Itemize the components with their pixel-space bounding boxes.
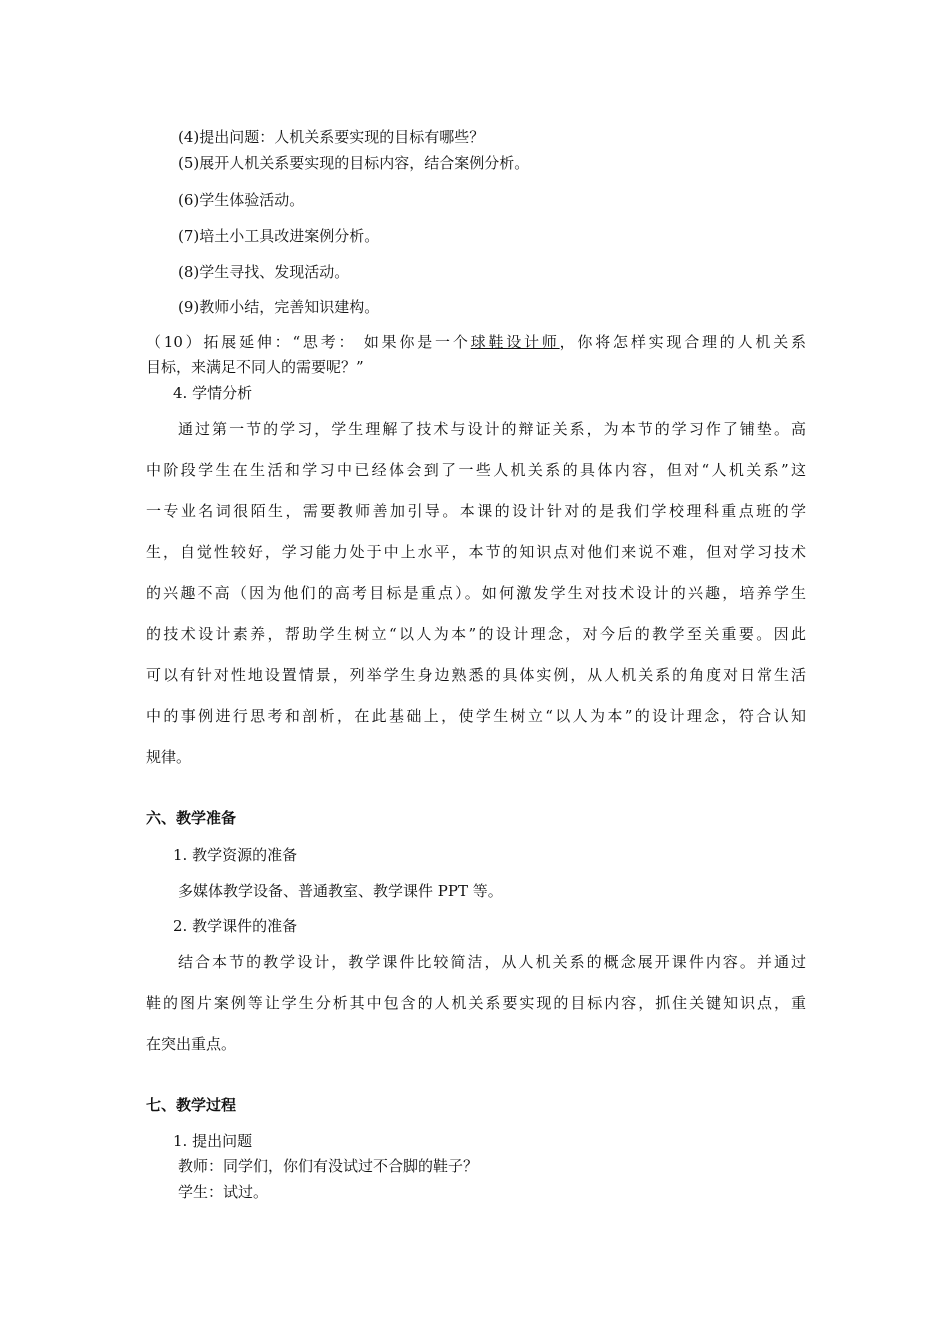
section-6-sub2-line-1: 结合本节的教学设计，教学课件比较简洁，从人机关系的概念展开课件内容。并通过 [178,953,806,971]
learner-analysis-line-8: 中的事例进行思考和剖析，在此基础上，使学生树立“以人为本”的设计理念，符合认知 [146,707,806,725]
learner-analysis-line-9: 规律。 [146,748,192,766]
list-item-10-line1 [146,332,806,352]
section-6-sub2-line-3: 在突出重点。 [146,1035,237,1053]
teacher-line: 教师：同学们，你们有没试过不合脚的鞋子？ [178,1157,479,1175]
learner-analysis-line-7: 可以有针对性地设置情景，列举学生身边熟悉的具体实例，从人机关系的角度对日常生活 [146,666,806,684]
section-6-sub2-title: 2. 教学课件的准备 [173,917,298,935]
learner-analysis-line-2: 中阶段学生在生活和学习中已经体会到了一些人机关系的具体内容，但对“人机关系”这 [146,461,806,479]
learner-analysis-line-4: 生，自觉性较好，学习能力处于中上水平，本节的知识点对他们来说不难，但对学习技术 [146,543,806,561]
learner-analysis-line-6: 的技术设计素养，帮助学生树立“以人为本”的设计理念，对今后的教学至关重要。因此 [146,625,806,643]
section-6-sub2-line-2: 鞋的图片案例等让学生分析其中包含的人机关系要实现的目标内容，抓住关键知识点，重 [146,994,806,1012]
section-6-sub1-text: 多媒体教学设备、普通教室、教学课件 PPT 等。 [178,882,503,900]
student-line: 学生：试过。 [178,1183,269,1201]
list-item-5: (5)展开人机关系要实现的目标内容，结合案例分析。 [178,154,530,172]
learner-analysis-line-3: 一专业名词很陌生，需要教师善加引导。本课的设计针对的是我们学校理科重点班的学 [146,502,806,520]
list-item-6: (6)学生体验活动。 [178,191,305,209]
learner-analysis-line-1: 通过第一节的学习，学生理解了技术与设计的辩证关系，为本节的学习作了铺垫。高 [178,420,806,438]
list-item-10-prefix: （10）拓展延伸：“思考： 如果你是一个 [146,333,471,351]
list-item-4: (4)提出问题：人机关系要实现的目标有哪些？ [178,128,485,146]
list-item-10-link: 球鞋设计师 [470,333,560,351]
list-item-7: (7)培土小工具改进案例分析。 [178,227,380,245]
learner-analysis-title: 4. 学情分析 [173,384,253,402]
list-item-9: (9)教师小结，完善知识建构。 [178,298,380,316]
section-6-heading: 六、教学准备 [146,809,237,827]
list-item-8: (8)学生寻找、发现活动。 [178,263,350,281]
learner-analysis-line-5: 的兴趣不高（因为他们的高考目标是重点）。如何激发学生对技术设计的兴趣，培养学生 [146,584,806,602]
section-7-heading: 七、教学过程 [146,1096,237,1114]
section-6-sub1-title: 1. 教学资源的准备 [173,846,298,864]
list-item-10-line2: 目标，来满足不同人的需要呢？” [146,358,364,376]
section-7-sub1-title: 1. 提出问题 [173,1132,253,1150]
list-item-10-suffix: ，你将怎样实现合理的人机关系 [559,333,806,351]
